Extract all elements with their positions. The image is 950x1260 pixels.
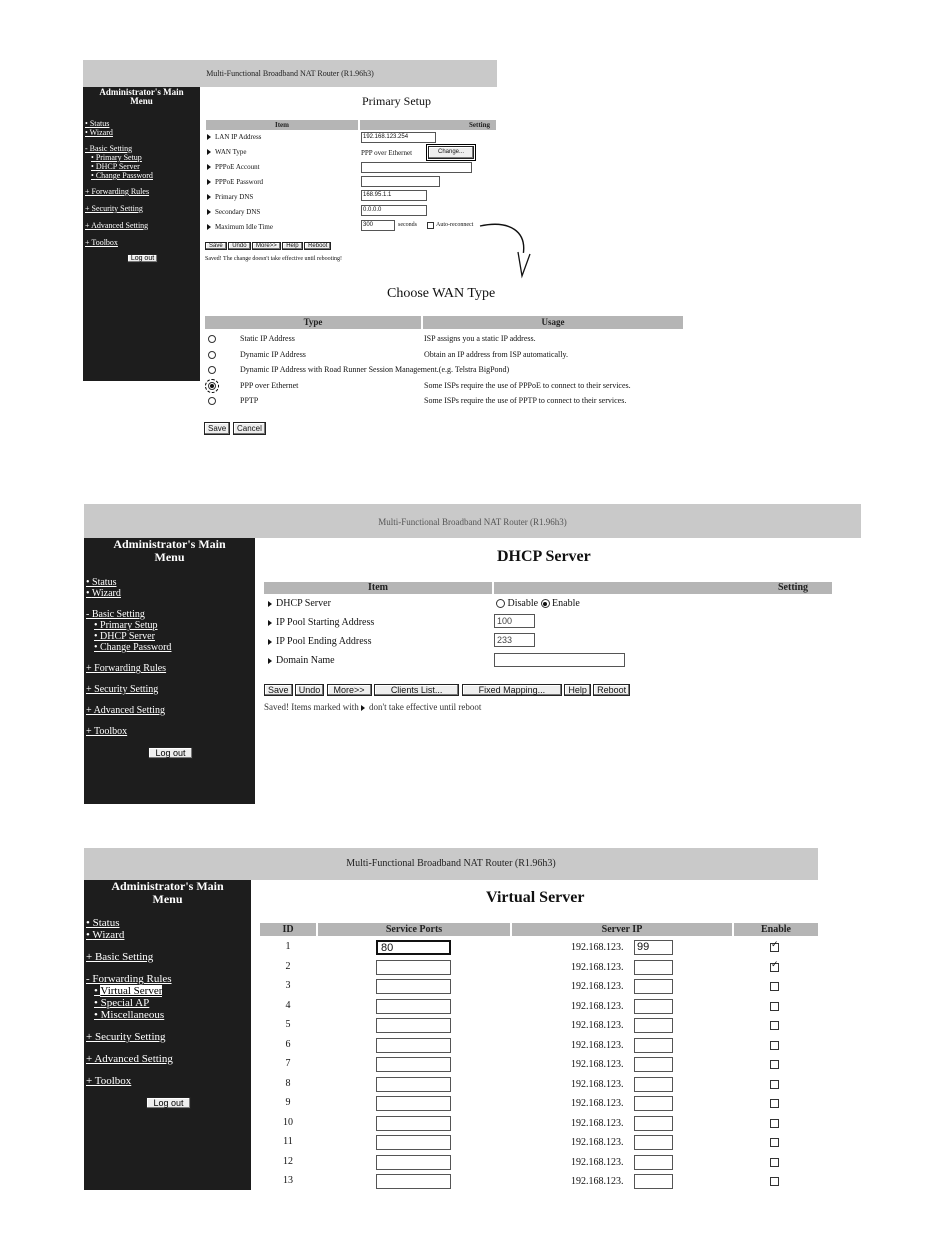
service-port-input[interactable] — [376, 1057, 451, 1072]
wan-cancel-button[interactable]: Cancel — [233, 422, 266, 435]
choose-wan-type-title: Choose WAN Type — [387, 286, 496, 301]
server-ip-input[interactable] — [634, 1096, 673, 1111]
menu-dhcp-server-link[interactable]: • DHCP Server — [91, 161, 140, 171]
menu-wizard-link[interactable]: • Wizard — [86, 929, 125, 942]
menu-title: Administrator's Main Menu — [111, 879, 224, 906]
menu-basic-setting[interactable]: - Basic Setting — [86, 609, 145, 621]
server-ip-input[interactable]: 99 — [634, 940, 673, 955]
enable-checkbox[interactable] — [770, 1138, 779, 1147]
wan-col-type: Type — [205, 316, 421, 329]
row-id: 10 — [283, 1116, 293, 1128]
pool-start-input[interactable]: 100 — [494, 614, 535, 628]
menu-forwarding-rules[interactable]: + Forwarding Rules — [86, 663, 167, 675]
server-ip-input[interactable] — [634, 1116, 673, 1131]
server-ip-input[interactable] — [634, 1018, 673, 1033]
server-ip-prefix: 192.168.123. — [571, 1156, 624, 1168]
menu-title: Administrator's Main Menu — [99, 87, 184, 107]
wan-type-radio[interactable] — [208, 382, 216, 390]
server-ip-prefix: 192.168.123. — [571, 961, 624, 973]
col-header-service-ports: Service Ports — [318, 923, 510, 936]
max-idle-label: Maximum Idle Time — [207, 223, 273, 231]
pppoe-password-label: PPPoE Password — [207, 178, 263, 186]
auto-reconnect-checkbox[interactable] — [427, 222, 434, 229]
pppoe-password-input[interactable] — [361, 176, 440, 187]
enable-checkbox[interactable] — [770, 1002, 779, 1011]
server-ip-prefix: 192.168.123. — [571, 1000, 624, 1012]
wan-type-label: WAN Type — [207, 148, 246, 156]
auto-reconnect-label: Auto-reconnect — [436, 222, 474, 228]
service-port-input[interactable] — [376, 1018, 451, 1033]
menu-advanced-setting[interactable]: + Advanced Setting — [86, 1053, 173, 1066]
menu-toolbox[interactable]: + Toolbox — [86, 726, 128, 738]
menu-special-ap-link[interactable]: • Special AP — [94, 997, 150, 1010]
enable-checkbox[interactable] — [770, 943, 779, 952]
change-wan-type-button[interactable]: Change... — [428, 146, 474, 159]
row-id: 7 — [285, 1058, 291, 1069]
wan-type-usage: Some ISPs require the use of PPTP to connect to their services. — [424, 396, 627, 405]
server-ip-input[interactable] — [634, 999, 673, 1014]
pool-start-label: IP Pool Starting Address — [268, 617, 374, 628]
window-title: Multi-Functional Broadband NAT Router (R1.96h3) — [206, 69, 374, 78]
lan-ip-label: LAN IP Address — [207, 133, 261, 141]
row-id: 3 — [285, 980, 291, 991]
wan-type-radio[interactable] — [208, 366, 216, 374]
service-port-input[interactable] — [376, 1077, 451, 1092]
menu-security-setting[interactable]: + Security Setting — [86, 684, 159, 696]
window-title: Multi-Functional Broadband NAT Router (R1.96h3) — [346, 858, 556, 869]
logout-button[interactable]: Log out — [146, 1097, 190, 1109]
undo-button[interactable]: Undo — [295, 684, 325, 696]
enable-checkbox[interactable] — [770, 1099, 779, 1108]
menu-status-link[interactable]: • Status — [85, 118, 110, 128]
enable-checkbox[interactable] — [770, 982, 779, 991]
menu-primary-setup-link[interactable]: • Primary Setup — [94, 620, 158, 632]
col-header-setting: Setting — [360, 120, 496, 130]
reboot-button[interactable]: Reboot — [304, 242, 331, 250]
row-id: 6 — [285, 1038, 291, 1050]
menu-forwarding-rules[interactable]: + Forwarding Rules — [85, 186, 150, 196]
col-header-enable: Enable — [734, 923, 818, 936]
server-ip-prefix: 192.168.123. — [571, 1176, 624, 1187]
more-button[interactable]: More>> — [327, 684, 372, 696]
help-button[interactable]: Help — [282, 242, 302, 250]
menu-forwarding-rules[interactable]: - Forwarding Rules — [86, 973, 172, 986]
server-ip-prefix: 192.168.123. — [571, 981, 624, 992]
service-port-input[interactable]: 80 — [376, 940, 451, 955]
reboot-button[interactable]: Reboot — [593, 684, 630, 696]
service-port-input[interactable] — [376, 1155, 451, 1170]
dhcp-disable-label: Disable — [507, 598, 539, 609]
wan-type-label: PPTP — [240, 396, 259, 405]
marker-triangle-icon — [361, 705, 365, 711]
secondary-dns-label: Secondary DNS — [207, 208, 260, 216]
status-message: Saved! Items marked with don't take effective until reboot — [264, 702, 482, 712]
service-port-input[interactable] — [376, 1116, 451, 1131]
pppoe-account-input[interactable] — [361, 162, 472, 173]
pool-end-input[interactable]: 233 — [494, 633, 535, 647]
enable-checkbox[interactable] — [770, 963, 779, 972]
screenshot-dhcp-server — [84, 504, 861, 804]
screenshot-virtual-server — [84, 848, 818, 1190]
row-id: 9 — [285, 1097, 291, 1108]
server-ip-input[interactable] — [634, 1174, 673, 1189]
menu-advanced-setting[interactable]: + Advanced Setting — [85, 220, 149, 230]
save-button[interactable]: Save — [264, 684, 293, 696]
dhcp-enable-radio[interactable] — [541, 599, 550, 608]
menu-status-link[interactable]: • Status — [86, 577, 117, 589]
wan-col-usage: Usage — [423, 316, 683, 329]
window-title-bar — [84, 848, 818, 880]
server-ip-prefix: 192.168.123. — [571, 1137, 624, 1148]
button-row — [205, 242, 331, 250]
window-title-bar — [84, 504, 861, 538]
enable-checkbox[interactable] — [770, 1177, 779, 1186]
wan-type-label: Static IP Address — [240, 334, 295, 343]
pool-end-label: IP Pool Ending Address — [268, 636, 371, 647]
service-port-input[interactable] — [376, 999, 451, 1014]
admin-sidebar — [84, 880, 251, 1190]
server-ip-input[interactable] — [634, 979, 673, 994]
dhcp-mode-radios — [496, 598, 580, 609]
menu-basic-setting[interactable]: + Basic Setting — [86, 951, 154, 964]
row-id: 5 — [285, 1019, 291, 1030]
menu-wizard-link[interactable]: • Wizard — [85, 127, 113, 137]
wan-type-radio[interactable] — [208, 335, 216, 343]
row-id: 11 — [283, 1136, 293, 1147]
lan-ip-input[interactable]: 192.168.123.254 — [361, 132, 436, 143]
server-ip-input[interactable] — [634, 960, 673, 975]
service-port-input[interactable] — [376, 960, 451, 975]
service-port-input[interactable] — [376, 1038, 451, 1053]
status-message: Saved! The change doesn't take effective until rebooting! — [205, 256, 342, 262]
server-ip-prefix: 192.168.123. — [571, 1039, 624, 1051]
wan-type-usage: Obtain an IP address from ISP automatically. — [424, 349, 568, 359]
wan-type-radio[interactable] — [208, 351, 216, 359]
col-header-server-ip: Server IP — [512, 923, 732, 936]
menu-wizard-link[interactable]: • Wizard — [86, 588, 121, 600]
logout-button[interactable]: Log out — [127, 254, 158, 263]
enable-checkbox[interactable] — [770, 1041, 779, 1050]
wan-type-usage: Some ISPs require the use of PPPoE to connect to their services. — [424, 380, 631, 390]
menu-basic-setting[interactable]: - Basic Setting — [85, 143, 133, 153]
server-ip-prefix: 192.168.123. — [571, 1117, 624, 1129]
wan-save-button[interactable]: Save — [204, 422, 230, 435]
primary-dns-input[interactable]: 168.95.1.1 — [361, 190, 427, 201]
admin-sidebar — [84, 538, 255, 804]
service-port-input[interactable] — [376, 1174, 451, 1189]
wan-type-label: PPP over Ethernet — [240, 380, 299, 390]
row-id: 13 — [283, 1175, 293, 1186]
menu-primary-setup-link[interactable]: • Primary Setup — [91, 152, 142, 162]
seconds-label: seconds — [398, 222, 417, 228]
service-port-input[interactable] — [376, 979, 451, 994]
menu-toolbox[interactable]: + Toolbox — [85, 237, 118, 247]
server-ip-input[interactable] — [634, 1038, 673, 1053]
menu-dhcp-server-link[interactable]: • DHCP Server — [94, 631, 155, 643]
help-button[interactable]: Help — [564, 684, 591, 696]
server-ip-input[interactable] — [634, 1077, 673, 1092]
screenshot-primary-setup — [83, 60, 686, 440]
server-ip-prefix: 192.168.123. — [571, 1098, 624, 1109]
menu-title: Administrator's Main Menu — [113, 537, 226, 564]
row-id: 1 — [285, 941, 291, 952]
fixed-mapping-button[interactable]: Fixed Mapping... — [462, 684, 563, 696]
page-title: Virtual Server — [486, 889, 585, 906]
window-title: Multi-Functional Broadband NAT Router (R1.96h3) — [378, 517, 567, 527]
menu-change-password-link[interactable]: • Change Password — [91, 170, 153, 180]
menu-toolbox[interactable]: + Toolbox — [86, 1075, 132, 1088]
dhcp-enable-label: Enable — [552, 598, 580, 609]
wan-type-label: Dynamic IP Address — [240, 349, 306, 359]
row-id: 12 — [283, 1155, 293, 1167]
logout-button[interactable]: Log out — [148, 747, 192, 759]
menu-status-link[interactable]: • Status — [86, 917, 120, 930]
menu-virtual-server-link[interactable]: • Virtual Server — [94, 985, 163, 998]
enable-checkbox[interactable] — [770, 1060, 779, 1069]
enable-checkbox[interactable] — [770, 1158, 779, 1167]
dhcp-disable-radio[interactable] — [496, 599, 505, 608]
server-ip-input[interactable] — [634, 1155, 673, 1170]
wan-type-usage: ISP assigns you a static IP address. — [424, 334, 536, 343]
server-ip-input[interactable] — [634, 1057, 673, 1072]
wan-type-value: PPP over Ethernet — [361, 149, 413, 157]
wan-type-label: Dynamic IP Address with Road Runner Session Management.(e.g. Telstra BigPond) — [240, 365, 510, 374]
server-ip-prefix: 192.168.123. — [571, 1059, 624, 1070]
primary-dns-label: Primary DNS — [207, 193, 253, 201]
callout-arrow — [478, 220, 538, 295]
admin-sidebar — [83, 87, 200, 381]
menu-security-setting[interactable]: + Security Setting — [85, 203, 143, 213]
row-id: 4 — [285, 999, 291, 1011]
col-header-item: Item — [206, 120, 358, 130]
pppoe-account-label: PPPoE Account — [207, 163, 260, 171]
window-title-bar — [83, 60, 497, 87]
col-header-item: Item — [264, 582, 492, 594]
page-title: DHCP Server — [497, 548, 591, 565]
row-id: 2 — [285, 960, 291, 972]
server-ip-prefix: 192.168.123. — [571, 1020, 624, 1031]
col-header-setting: Setting — [494, 582, 832, 594]
service-port-input[interactable] — [376, 1135, 451, 1150]
enable-checkbox[interactable] — [770, 1080, 779, 1089]
enable-checkbox[interactable] — [770, 1119, 779, 1128]
save-button[interactable]: Save — [205, 242, 227, 250]
domain-name-label: Domain Name — [268, 655, 335, 666]
dhcp-server-label: DHCP Server — [268, 598, 331, 609]
server-ip-input[interactable] — [634, 1135, 673, 1150]
menu-change-password-link[interactable]: • Change Password — [94, 642, 172, 654]
col-header-id: ID — [260, 923, 316, 936]
button-row — [264, 684, 630, 696]
enable-checkbox[interactable] — [770, 1021, 779, 1030]
page-title: Primary Setup — [362, 94, 431, 108]
wan-type-radio[interactable] — [208, 397, 216, 405]
menu-security-setting[interactable]: + Security Setting — [86, 1031, 166, 1044]
menu-advanced-setting[interactable]: + Advanced Setting — [86, 705, 165, 717]
undo-button[interactable]: Undo — [228, 242, 250, 250]
menu-miscellaneous-link[interactable]: • Miscellaneous — [94, 1009, 165, 1022]
row-id: 8 — [285, 1077, 291, 1089]
clients-list-button[interactable]: Clients List... — [374, 684, 460, 696]
domain-name-input[interactable] — [494, 653, 625, 667]
more-button[interactable]: More>> — [252, 242, 281, 250]
service-port-input[interactable] — [376, 1096, 451, 1111]
secondary-dns-input[interactable]: 0.0.0.0 — [361, 205, 427, 216]
max-idle-input[interactable]: 300 — [361, 220, 395, 231]
server-ip-prefix: 192.168.123. — [571, 942, 624, 953]
server-ip-prefix: 192.168.123. — [571, 1078, 624, 1090]
